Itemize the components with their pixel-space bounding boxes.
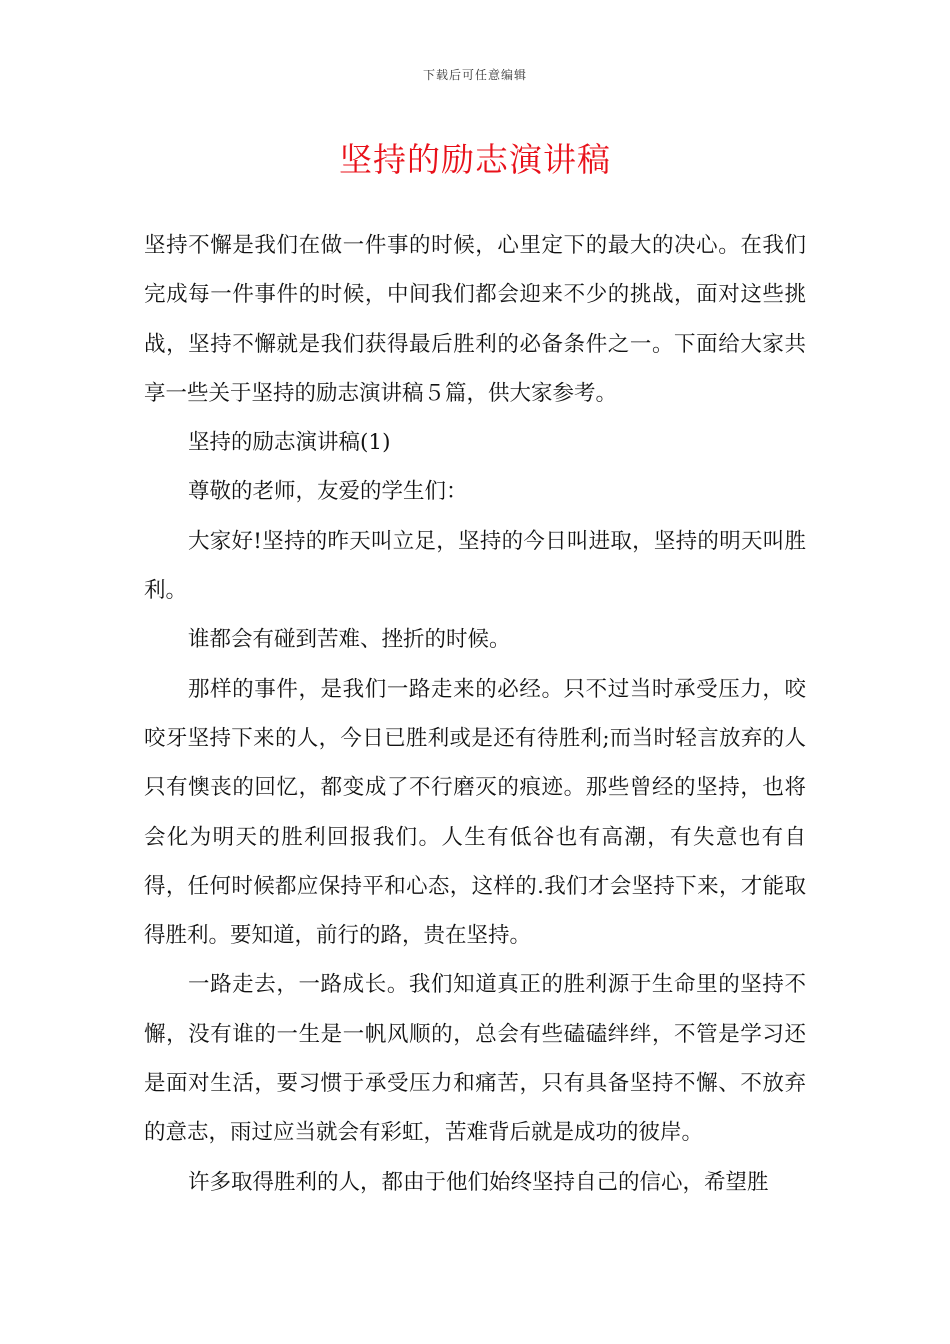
document-body	[144, 221, 806, 1207]
paragraph: 许多取得胜利的人，都由于他们始终坚持自己的信心，希望胜	[188, 1169, 769, 1195]
paragraph-salutation: 尊敬的老师，友爱的学生们：	[188, 479, 468, 505]
paragraph: 谁都会有碰到苦难、挫折的时候。	[188, 627, 511, 653]
header-note: 下载后可任意编辑	[422, 68, 527, 82]
paragraph: 那样的事件，是我们一路走来的必经。只不过当时承受压力，咬咬牙坚持下来的人，今日已胜利或是还有待胜利;而当时轻言放弃的人只有懊丧的回忆，都变成了不行磨灭的痕迹。那些曾经的坚持，也将会化为明天的胜利回报我们。人生有低谷也有高潮，有失意也有自得，任何时候都应保持平和心态，这样的.我们才会坚持下来，才能取得胜利。要知道，前行的路，贵在坚持。	[144, 676, 806, 949]
paragraph-speech-heading: 坚持的励志演讲稿(1)	[188, 430, 391, 456]
paragraph: 一路走去，一路成长。我们知道真正的胜利源于生命里的坚持不懈，没有谁的一生是一帆风顺的，总会有些磕磕绊绊，不管是学习还是面对生活，要习惯于承受压力和痛苦，只有具备坚持不懈、不放弃的意志，雨过应当就会有彩虹，苦难背后就是成功的彼岸。	[144, 972, 806, 1146]
paragraph-intro: 坚持不懈是我们在做一件事的时候，心里定下的最大的决心。在我们完成每一件事件的时候，中间我们都会迎来不少的挑战，面对这些挑战，坚持不懈就是我们获得最后胜利的必备条件之一。下面给大家共享一些关于坚持的励志演讲稿５篇，供大家参考。	[144, 233, 806, 406]
paragraph: 大家好!坚持的昨天叫立足，坚持的今日叫进取，坚持的明天叫胜利。	[144, 528, 806, 604]
document-title: 坚持的励志演讲稿	[339, 140, 611, 179]
